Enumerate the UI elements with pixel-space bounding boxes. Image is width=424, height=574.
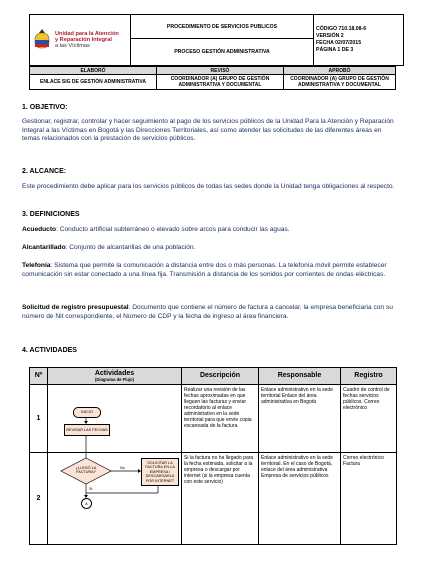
col-header-activities-label: Actividades — [94, 369, 135, 377]
section-objetivo-title: 1. OBJETIVO: — [22, 104, 68, 111]
col-header-activities-sub: (Diagrama de Flujo) — [94, 376, 135, 382]
row-record: Cuadro de control de fechas servicios públicos. Correo electrónico — [341, 385, 397, 453]
document-date: FECHA 02/07/2015 — [316, 40, 362, 46]
document-meta — [314, 15, 404, 66]
definition-term: Acueducto — [22, 226, 57, 233]
definition-text: : Conducto artificial subterráneo o elevado sobre arcos para conducir las aguas. — [56, 226, 290, 233]
definition-text: : Conjunto de alcantarillas de una población. — [65, 244, 196, 251]
document-version: VERSIÓN 2 — [316, 33, 344, 39]
definition-text: : Sistema que permite la comunicación a distancia entre dos o más personas. La telefonía móvil permite establecer comunicación sin estar conectado a una línea fija. Transmisión a distancia de los sonidos por corrientes de ondas eléctricas. — [22, 262, 387, 278]
col-header-activities — [48, 368, 182, 385]
section-alcance-text: Este procedimiento debe aplicar para los servicios públicos de todas las sedes donde la Unidad tenga obligaciones al respecto. — [22, 183, 395, 190]
col-header-responsible: Responsable — [259, 368, 341, 385]
flowchart-cell — [48, 385, 182, 453]
logo-line1: Unidad para la Atención — [55, 30, 119, 37]
definition-telefonia — [22, 262, 400, 279]
table-row — [30, 453, 397, 545]
flow-request-invoice-box: SOLICITAR LA FACTURA EN LA EMPRESA / DESCARGARLA POR INTERNET — [141, 458, 179, 486]
col-header-record: Registro — [341, 368, 397, 385]
row-description: Realizar una revisión de las fechas aproximadas en que lleguen las facturas y enviar recordatorio al enlace administrativo en la sede territorial para que envíe copia escaneada de la factura — [182, 385, 259, 453]
reviso-value: COORDINADOR (A) GRUPO DE GESTIÓN ADMINISTRATIVA Y DOCUMENTAL — [157, 75, 284, 90]
section-alcance-title: 2. ALCANCE: — [22, 168, 67, 175]
colombia-emblem-icon — [32, 28, 52, 52]
flow-connector-a: A — [81, 498, 92, 509]
flow-decision-label: ¿LLEGÓ LA FACTURA? — [75, 466, 97, 475]
table-row — [30, 385, 397, 453]
section-objetivo-text: Gestionar, registrar, controlar y hacer seguimiento al pago de los servicios públicos de la Unidad Para la Atención y Reparación Integral a las Víctimas en Bogotá y las Direcciones Territoriales, así como atender las solicitudes de las diferentes áreas en temas relacionados con la prestación de servicios públicos. — [22, 118, 394, 143]
document-title: PROCEDIMIENTO DE SERVICIOS PUBLICOS — [131, 15, 314, 39]
flowchart-cell — [48, 453, 182, 545]
process-name: PROCESO GESTIÓN ADMINISTRATIVA — [131, 39, 314, 66]
document-page-number: PÁGINA 1 DE 3 — [316, 47, 354, 53]
elaboro-label: ELABORÓ — [30, 67, 157, 75]
unit-logo — [32, 28, 128, 52]
col-header-no: Nº — [30, 368, 48, 385]
logo-line3: a las Víctimas — [55, 43, 90, 50]
definition-term: Solicitud de registro presupuestal — [22, 304, 129, 311]
aprobo-value: COORDINADOR (A) GRUPO DE GESTIÓN ADMINISTRATIVA Y DOCUMENTAL — [284, 75, 396, 90]
flow-si-label: Si — [89, 487, 93, 491]
col-header-description: Descripción — [182, 368, 259, 385]
document-header — [29, 14, 404, 66]
elaboro-value: ENLACE SIG DE GESTIÓN ADMINISTRATIVA — [30, 75, 157, 90]
document-code: CÓDIGO 710.18.08-6 — [316, 26, 367, 32]
row-number: 1 — [30, 385, 48, 453]
definition-alcantarillado — [22, 244, 400, 253]
flow-process-box: REVISAR LAS FECHAS — [64, 424, 110, 436]
row-number: 2 — [30, 453, 48, 545]
reviso-label: REVISÓ — [157, 67, 284, 75]
definition-text: : Documento que contiene el número de factura a cancelar, la empresa beneficiaria con su número de Nit correspondiente, el Número de CDP y la fecha de ingreso al área financiera. — [22, 304, 393, 320]
flow-no-label: No — [120, 466, 125, 470]
definition-acueducto — [22, 226, 400, 235]
definition-solicitud-registro — [22, 304, 400, 321]
row-responsible: Enlace administrativo en la sede territorial Enlace del área administrativa en Bogotá — [259, 385, 341, 453]
flow-arrows — [48, 385, 181, 453]
row-responsible: Enlace administrativo en la sede territorial. En el caso de Bogotá, enlace del área administrativa Empresa de servicios públicos — [259, 453, 341, 545]
section-actividades-title: 4. ACTIVIDADES — [22, 347, 77, 354]
logo-cell — [30, 15, 131, 66]
row-record: Correo electrónico Factura — [341, 453, 397, 545]
table-header-row — [30, 368, 397, 385]
approvals-table — [29, 66, 396, 90]
activities-table — [29, 367, 397, 545]
definition-term: Telefonía — [22, 262, 51, 269]
definition-term: Alcantarillado — [22, 244, 66, 251]
flow-start-terminal: INICIO — [73, 407, 101, 418]
logo-line2: y Reparación Integral — [55, 36, 112, 43]
aprobo-label: APROBÓ — [284, 67, 396, 75]
row-description: Si la factura no ha llegado para la fecha estimada, solicitar a la empresa o descargar por internet (si la empresa cuenta con este servicio) — [182, 453, 259, 545]
section-definiciones-title: 3. DEFINICIONES — [22, 211, 80, 218]
